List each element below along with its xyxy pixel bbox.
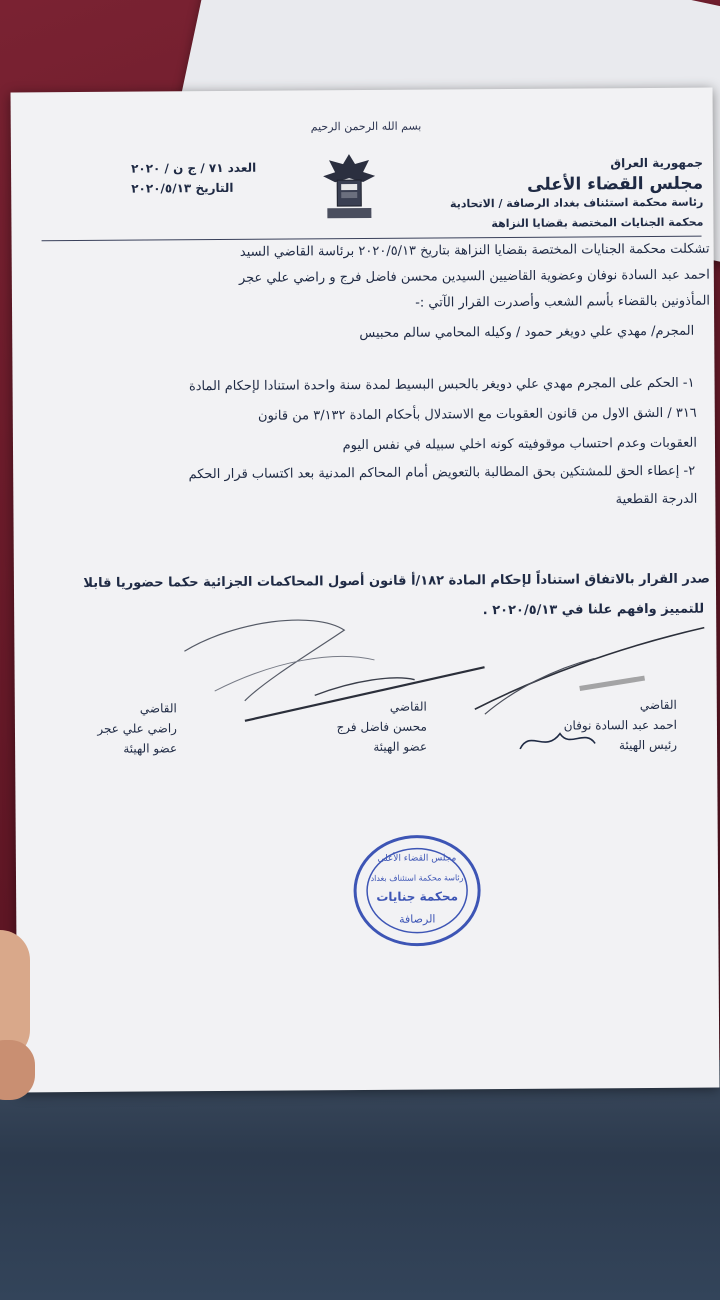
judgment-item-1-b: ٣١٦ / الشق الاول من قانون العقوبات مع الاستدلال بأحكام المادة ٣/١٣٢ من قانون [257, 405, 697, 424]
signature-2-role: عضو الهيئة [373, 739, 428, 754]
republic-header: جمهورية العراق [610, 155, 704, 171]
header-divider [42, 236, 702, 242]
defendant-line: المجرم/ مهدي علي دويغر حمود / وكيله المحامي سالم محبيس [359, 323, 695, 342]
judgment-item-2-b: الدرجة القطعية [615, 491, 698, 508]
stamp-bottom-text: الرصافة [399, 912, 436, 926]
judgment-item-1-c: العقوبات وعدم احتساب موقوفيته كونه اخلي سبيله في نفس اليوم [342, 435, 698, 454]
case-date: التاريخ ٢٠٢٠/٥/١٣ [131, 180, 234, 196]
judgment-item-2-a: ٢- إعطاء الحق للمشتكين بحق المطالبة بالتعويض أمام المحاكم المدنية بعد اكتساب قرار الحكم [188, 463, 696, 483]
intro-line-3: المأذونين بالقضاء بأسم الشعب وأصدرت القرار الآتي :- [415, 293, 711, 311]
case-number: العدد ٧١ / ج ن / ٢٠٢٠ [131, 160, 257, 176]
signature-1-name: احمد عبد السادة نوفان [563, 717, 677, 733]
signature-1-title: القاضي [639, 697, 677, 713]
court-document [11, 88, 720, 1093]
stamp-top-text: مجلس القضاء الأعلى [377, 853, 457, 864]
signature-3-name: راضي علي عجر [97, 721, 178, 736]
iraq-emblem-icon [319, 150, 380, 222]
court-seal-icon [353, 834, 482, 947]
judgment-item-1-a: ١- الحكم على المجرم مهدي علي دويغر بالحبس البسيط لمدة سنة واحدة استنادا لإحكام المادة [188, 375, 695, 395]
court-header: محكمة الجنايات المختصة بقضايا النزاهة [491, 215, 704, 231]
signature-3-title: القاضي [139, 701, 177, 716]
signature-2-name: محسن فاضل فرج [336, 719, 428, 735]
closing-line-2: للتمييز وافهم علنا في ٢٠٢٠/٥/١٣ . [482, 601, 705, 619]
stamp-mid-text: رئاسة محكمة استئناف بغداد [370, 873, 464, 883]
jeans-fabric [0, 1060, 720, 1300]
presidency-header: رئاسة محكمة استئناف بغداد الرصافة / الاتحادية [449, 195, 704, 211]
stamp-court-text: محكمة جنايات [376, 889, 459, 904]
signature-3-role: عضو الهيئة [123, 741, 178, 756]
closing-line-1: صدر القرار بالاتفاق استناداً لإحكام المادة ١٨٢/أ قانون أصول المحاكمات الجزائية حكما حضوريا قابلا [83, 571, 710, 591]
signature-2-title: القاضي [389, 699, 427, 714]
intro-line-2: احمد عبد السادة نوفان وعضوية القاضيين السيدين محسن فاضل فرج و راضي علي عجر [238, 267, 710, 286]
basmala: بسم الله الرحمن الرحيم [310, 119, 422, 134]
intro-line-1: تشكلت محكمة الجنايات المختصة بقضايا النزاهة بتاريخ ٢٠٢٠/٥/١٣ برئاسة القاضي السيد [239, 241, 710, 260]
signature-1-role: رئيس الهيئة [618, 737, 678, 753]
council-header: مجلس القضاء الأعلى [527, 173, 704, 195]
